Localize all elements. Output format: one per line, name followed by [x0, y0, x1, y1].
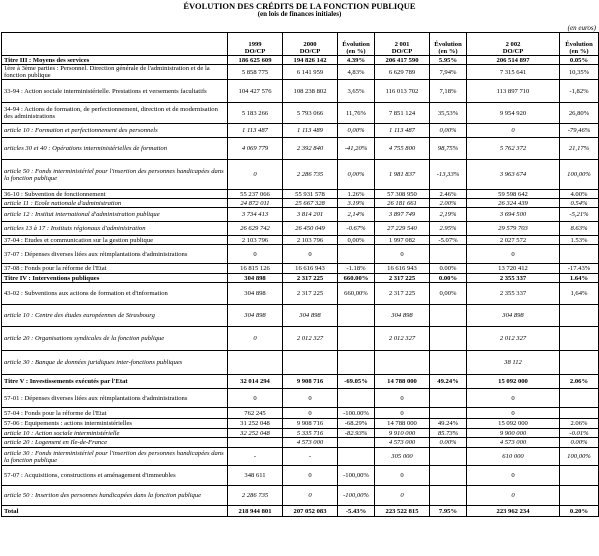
cell-value: 104 427 576 [228, 80, 283, 103]
cell-value: 0 [375, 408, 430, 419]
cell-value: 7.95% [430, 506, 467, 517]
table-row [2, 264, 599, 274]
cell-value: 3 694 500 [467, 208, 560, 222]
cell-value: 2 103 796 [228, 236, 283, 245]
cell-value: 2 392 840 [283, 138, 338, 160]
table-row [2, 305, 599, 327]
cell-value: -13,33% [430, 160, 467, 190]
cell-value: 2 355 337 [467, 283, 560, 305]
cell-value: 304 898 [375, 305, 430, 327]
cell-value [560, 389, 599, 408]
cell-value: 49.24% [430, 375, 467, 389]
cell-value [430, 408, 467, 419]
row-label: articles 13 à 17 : Instituts régionaux d'administration [2, 222, 228, 236]
cell-value: 206 514 897 [467, 56, 560, 65]
cell-value: 1 981 837 [375, 160, 430, 190]
cell-value: 14 788 000 [375, 419, 430, 429]
cell-value [430, 305, 467, 327]
table-row [2, 429, 599, 438]
cell-value: 7 851 124 [375, 103, 430, 124]
table-row [2, 103, 599, 124]
cell-value: 5 762 372 [467, 138, 560, 160]
table-row [2, 222, 599, 236]
cell-value: 9 910 000 [375, 429, 430, 438]
header-cell: Évolution (en %) [338, 33, 375, 56]
row-label: article 12 : Institut international d'administration publique [2, 208, 228, 222]
cell-value: 1.53% [560, 236, 599, 245]
cell-value: 206 417 590 [375, 56, 430, 65]
cell-value: 0 [467, 124, 560, 138]
cell-value: -0.67% [338, 222, 375, 236]
cell-value: -5.07% [430, 236, 467, 245]
cell-value: 8.63% [560, 222, 599, 236]
cell-value: 2 317 225 [283, 274, 338, 283]
cell-value: 0 [228, 327, 283, 351]
cell-value: 29 579 703 [467, 222, 560, 236]
cell-value: 26 181 661 [375, 199, 430, 208]
cell-value: 5 858 775 [228, 65, 283, 80]
cell-value [228, 351, 283, 375]
cell-value: -17.43% [560, 264, 599, 274]
table-header-row [2, 33, 599, 56]
cell-value: 2 355 337 [467, 274, 560, 283]
cell-value: 108 238 802 [283, 80, 338, 103]
table-row [2, 124, 599, 138]
cell-value: 0 [467, 408, 560, 419]
cell-value: -5,21% [560, 208, 599, 222]
cell-value: 49.24% [430, 419, 467, 429]
table-row [2, 327, 599, 351]
cell-value [338, 245, 375, 264]
table-row [2, 274, 599, 283]
cell-value: 26 629 742 [228, 222, 283, 236]
row-label: 37-08 : Fonds pour la réforme de l'Etat [2, 264, 228, 274]
cell-value: -100,00% [338, 486, 375, 506]
cell-value: 4 573 000 [375, 438, 430, 448]
row-label: article 11 : Ecole nationale d'administration [2, 199, 228, 208]
table-row [2, 283, 599, 305]
cell-value [430, 327, 467, 351]
cell-value: 4.00% [560, 190, 599, 199]
cell-value: 32 014 294 [228, 375, 283, 389]
cell-value [560, 486, 599, 506]
table-row [2, 486, 599, 506]
cell-value: -100,00% [338, 466, 375, 486]
cell-value: 7 315 641 [467, 65, 560, 80]
row-label: article 10 : Centre des études européennes de Strasbourg [2, 305, 228, 327]
cell-value: 2 317 225 [375, 283, 430, 305]
cell-value: 0.05% [560, 56, 599, 65]
table-row [2, 245, 599, 264]
cell-value: 2 286 735 [228, 486, 283, 506]
cell-value: 0,00% [430, 283, 467, 305]
cell-value: 4 755 800 [375, 138, 430, 160]
cell-value: 304 898 [283, 305, 338, 327]
cell-value: 4 573 000 [283, 438, 338, 448]
cell-value [338, 327, 375, 351]
cell-value: - [283, 448, 338, 466]
row-label: article 10 : Formation et perfectionnement des personnels [2, 124, 228, 138]
cell-value: 0 [283, 466, 338, 486]
cell-value: 31 252 048 [228, 419, 283, 429]
cell-value [430, 448, 467, 466]
cell-value: -1.18% [338, 264, 375, 274]
cell-value: 9 908 716 [283, 375, 338, 389]
cell-value [560, 408, 599, 419]
cell-value: 25 667 328 [283, 199, 338, 208]
cell-value: 59 598 642 [467, 190, 560, 199]
row-label: article 20 : Organisations syndicales de la fonction publique [2, 327, 228, 351]
cell-value: 0,00% [338, 236, 375, 245]
cell-value: 3 814 201 [283, 208, 338, 222]
cell-value [430, 245, 467, 264]
table-row [2, 351, 599, 375]
row-label: Titre IV : Interventions publiques [2, 274, 228, 283]
cell-value: -5.43% [338, 506, 375, 517]
cell-value [338, 389, 375, 408]
cell-value: 26,80% [560, 103, 599, 124]
cell-value: 660,00% [338, 283, 375, 305]
cell-value [430, 466, 467, 486]
cell-value [375, 351, 430, 375]
cell-value: 100,00% [560, 448, 599, 466]
cell-value: 304 898 [467, 305, 560, 327]
row-label: 57-06 : Equipements : actions interministérielles [2, 419, 228, 429]
cell-value: 6 629 789 [375, 65, 430, 80]
cell-value: 4,83% [338, 65, 375, 80]
cell-value: 15 092 000 [467, 375, 560, 389]
table-row [2, 466, 599, 486]
row-label: article 10 : Action sociale interministérielle [2, 429, 228, 438]
cell-value: 14 788 000 [375, 375, 430, 389]
cell-value [430, 351, 467, 375]
cell-value: 0 [375, 466, 430, 486]
table-row [2, 506, 599, 517]
cell-value: 4 069 779 [228, 138, 283, 160]
row-label: articles 30 et 40 : Opérations interministérielles de formation [2, 138, 228, 160]
cell-value: 2 317 225 [375, 274, 430, 283]
cell-value: 9 908 716 [283, 419, 338, 429]
cell-value: 0.20% [560, 506, 599, 517]
cell-value: 0 [228, 245, 283, 264]
cell-value: 1 113 489 [283, 124, 338, 138]
cell-value: 0.00% [560, 438, 599, 448]
cell-value: 21,17% [560, 138, 599, 160]
cell-value: 0.00% [430, 274, 467, 283]
cell-value: 2,14% [338, 208, 375, 222]
cell-value: 57 308 950 [375, 190, 430, 199]
cell-value: 4.39% [338, 56, 375, 65]
cell-value: 2.06% [560, 419, 599, 429]
cell-value: 223 522 815 [375, 506, 430, 517]
cell-value: 0 [283, 245, 338, 264]
cell-value: 0 [467, 389, 560, 408]
cell-value: 5 793 066 [283, 103, 338, 124]
cell-value: 16 815 126 [228, 264, 283, 274]
cell-value: 660.00% [338, 274, 375, 283]
cell-value: 0.54% [560, 199, 599, 208]
cell-value [560, 351, 599, 375]
cell-value: 0,00% [338, 124, 375, 138]
row-label: Titre V : Investissements exécutés par l'Etat [2, 375, 228, 389]
cell-value: 16 616 943 [375, 264, 430, 274]
cell-value: 2 286 735 [283, 160, 338, 190]
cell-value: 0 [228, 160, 283, 190]
cell-value: -79,46% [560, 124, 599, 138]
cell-value: 3 963 674 [467, 160, 560, 190]
row-label: article 20 : Logement en Ile-de-France [2, 438, 228, 448]
cell-value [338, 448, 375, 466]
cell-value: 0,00% [430, 124, 467, 138]
header-cell: 1999 DO/CP [228, 33, 283, 56]
table-row [2, 438, 599, 448]
table-row [2, 408, 599, 419]
table-row [2, 190, 599, 199]
cell-value: 2 012 327 [375, 327, 430, 351]
cell-value [338, 305, 375, 327]
cell-value: 16 616 943 [283, 264, 338, 274]
cell-value: 1 113 487 [375, 124, 430, 138]
cell-value [283, 351, 338, 375]
cell-value: 0.00% [430, 264, 467, 274]
cell-value: 194 826 142 [283, 56, 338, 65]
cell-value: 218 944 801 [228, 506, 283, 517]
cell-value: 0 [228, 389, 283, 408]
table-row [2, 56, 599, 65]
cell-value: 0 [467, 486, 560, 506]
cell-value: 10,35% [560, 65, 599, 80]
cell-value: - [228, 448, 283, 466]
cell-value [338, 438, 375, 448]
cell-value: 3.19% [338, 199, 375, 208]
cell-value: -100.00% [338, 408, 375, 419]
cell-value [560, 466, 599, 486]
cell-value: 3 734 413 [228, 208, 283, 222]
table-row [2, 65, 599, 80]
cell-value: 32 252 048 [228, 429, 283, 438]
row-label: 34-94 : Actions de formation, de perfectionnement, direction et de modernisation des administrations [2, 103, 228, 124]
cell-value: 0 [283, 408, 338, 419]
cell-value: 55 237 066 [228, 190, 283, 199]
cell-value: 304 898 [228, 274, 283, 283]
cell-value: 9 954 920 [467, 103, 560, 124]
document-title: ÉVOLUTION DES CRÉDITS DE LA FONCTION PUBLIQUE [183, 1, 416, 11]
cell-value: 7,18% [430, 80, 467, 103]
cell-value: 5 183 266 [228, 103, 283, 124]
cell-value [560, 245, 599, 264]
cell-value: 3 897 749 [375, 208, 430, 222]
cell-value: 5 335 716 [283, 429, 338, 438]
row-label: 37-04 : Etudes et communication sur la gestion publique [2, 236, 228, 245]
table-row [2, 419, 599, 429]
row-label: 57-01 : Dépenses diverses liées aux réimplantations d'administrations [2, 389, 228, 408]
cell-value: 24 872 011 [228, 199, 283, 208]
cell-value: 6 141 959 [283, 65, 338, 80]
cell-value: 348 611 [228, 466, 283, 486]
cell-value: 1,64% [560, 283, 599, 305]
cell-value: 98,75% [430, 138, 467, 160]
cell-value: -68.29% [338, 419, 375, 429]
cell-value: 304 898 [228, 283, 283, 305]
document-subtitle: (en lois de finances initiales) [257, 10, 342, 18]
cell-value: 7,94% [430, 65, 467, 80]
row-label: Total [2, 506, 228, 517]
cell-value: -69.05% [338, 375, 375, 389]
cell-value [430, 389, 467, 408]
cell-value: 1.26% [338, 190, 375, 199]
cell-value: 2 012 327 [283, 327, 338, 351]
cell-value: 13 720 412 [467, 264, 560, 274]
cell-value: 1 113 487 [228, 124, 283, 138]
cell-value: 38 112 [467, 351, 560, 375]
cell-value: 186 625 609 [228, 56, 283, 65]
cell-value: 0 [467, 466, 560, 486]
row-label: 1ère à 3ème parties : Personnel. Direction générale de l'administration et de la fonction publique [2, 65, 228, 80]
unit-note: (en euros) [567, 24, 596, 32]
table-row [2, 236, 599, 245]
header-cell: 2 002 DO/CP [467, 33, 560, 56]
cell-value: 2.95% [430, 222, 467, 236]
cell-value: 26 450 049 [283, 222, 338, 236]
cell-value: 0 [283, 486, 338, 506]
cell-value: 1 997 082 [375, 236, 430, 245]
cell-value [430, 486, 467, 506]
cell-value: -1,82% [560, 80, 599, 103]
cell-value: 2 317 225 [283, 283, 338, 305]
cell-value: 1.64% [560, 274, 599, 283]
table-row [2, 208, 599, 222]
cell-value: 0 [375, 389, 430, 408]
row-label: article 30 : Banque de données juridiques inter-fonctions publiques [2, 351, 228, 375]
cell-value [228, 438, 283, 448]
cell-value: 27 229 540 [375, 222, 430, 236]
cell-value: 0,00% [338, 160, 375, 190]
row-label: article 30 : Fonds interministériel pour l'insertion des personnes handicapées dans la fonction publique [2, 448, 228, 466]
cell-value [560, 305, 599, 327]
cell-value: 116 013 702 [375, 80, 430, 103]
cell-value: 304 898 [228, 305, 283, 327]
row-label: article 50 : Fonds interministériel pour l'insertion des personnes handicapées dans la fonction publique [2, 160, 228, 190]
header-cell [2, 33, 228, 56]
cell-value: 2.00% [430, 199, 467, 208]
header-cell: Évolution (en %) [430, 33, 467, 56]
cell-value: 2 027 572 [467, 236, 560, 245]
cell-value: 0 [375, 486, 430, 506]
cell-value: 0 [467, 245, 560, 264]
cell-value: 26 324 439 [467, 199, 560, 208]
cell-value: -0.01% [560, 429, 599, 438]
cell-value: 55 931 578 [283, 190, 338, 199]
row-label: Titre III : Moyens des services [2, 56, 228, 65]
cell-value: 2 012 327 [467, 327, 560, 351]
table-row [2, 160, 599, 190]
cell-value: 0.00% [430, 438, 467, 448]
table-row [2, 199, 599, 208]
row-label: article 50 : Insertion des personnes handicapées dans la fonction publique [2, 486, 228, 506]
cell-value: 2.06% [560, 375, 599, 389]
cell-value: 9 900 000 [467, 429, 560, 438]
cell-value: 2 103 796 [283, 236, 338, 245]
cell-value: 223 962 234 [467, 506, 560, 517]
cell-value: 100,00% [560, 160, 599, 190]
cell-value: 610 000 [467, 448, 560, 466]
cell-value [560, 327, 599, 351]
cell-value: 11,76% [338, 103, 375, 124]
cell-value: -82.93% [338, 429, 375, 438]
cell-value: 0 [375, 245, 430, 264]
row-label: 57-07 : Acquisitions, constructions et aménagement d'immeubles [2, 466, 228, 486]
cell-value: 762 245 [228, 408, 283, 419]
cell-value: 113 897 710 [467, 80, 560, 103]
table-body [2, 56, 599, 517]
table-row [2, 80, 599, 103]
cell-value: 5.95% [430, 56, 467, 65]
cell-value: 207 052 083 [283, 506, 338, 517]
cell-value: 2,19% [430, 208, 467, 222]
credits-table [1, 32, 599, 517]
row-label: 36-10 : Subvention de fonctionnement [2, 190, 228, 199]
cell-value: 4 573 000 [467, 438, 560, 448]
table-row [2, 375, 599, 389]
header-cell: 2000 DO/CP [283, 33, 338, 56]
cell-value: 85.73% [430, 429, 467, 438]
row-label: 37-07 : Dépenses diverses liées aux réimplantations d'administrations [2, 245, 228, 264]
cell-value: -41,20% [338, 138, 375, 160]
cell-value: 35,53% [430, 103, 467, 124]
cell-value: 305 000 [375, 448, 430, 466]
table-row [2, 448, 599, 466]
header-cell: Évolution (en %) [560, 33, 599, 56]
header-cell: 2 001 DO/CP [375, 33, 430, 56]
cell-value: 2.46% [430, 190, 467, 199]
cell-value: 3,65% [338, 80, 375, 103]
row-label: 57-04 : Fonds pour la réforme de l'Etat [2, 408, 228, 419]
row-label: 43-02 : Subventions aux actions de formation et d'information [2, 283, 228, 305]
table-row [2, 389, 599, 408]
cell-value: 0 [283, 389, 338, 408]
row-label: 33-94 : Action sociale interministérielle. Prestations et versements facultatifs [2, 80, 228, 103]
cell-value: 15 092 000 [467, 419, 560, 429]
table-row [2, 138, 599, 160]
cell-value [338, 351, 375, 375]
